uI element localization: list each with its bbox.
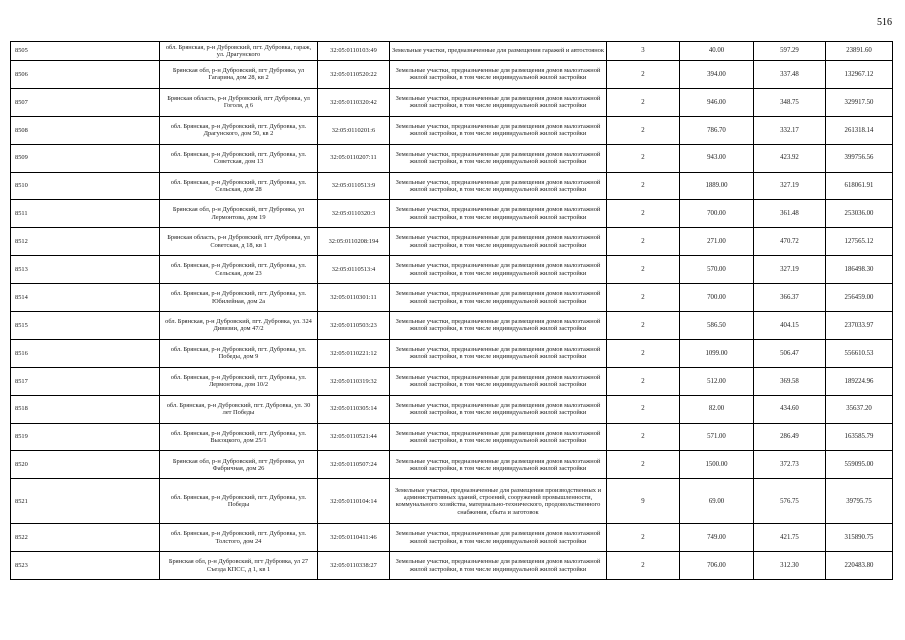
- area-cell: 82.00: [680, 395, 754, 423]
- table-row: [11, 256, 893, 284]
- use-group-cell: 2: [607, 367, 680, 395]
- land-use-cell: Земельные участки, предназначенные для размещения домов малоэтажной жилой застройки, в том числе индивидуальной жилой застройки: [390, 228, 607, 256]
- row-number: 8522: [11, 524, 160, 552]
- land-use-cell: Земельные участки, предназначенные для размещения производственных и административных зданий, строений, сооружений промышленности, коммунального хозяйства, материально-технического, продовольственного снабжения, сбыта и заготовок: [390, 479, 607, 524]
- address-cell: обл. Брянская, р-н Дубровский, пгт. Дубровка, ул. Лермонтова, дом 10/2: [160, 367, 318, 395]
- cadastral-value-cell: 253036.00: [826, 200, 893, 228]
- row-number: 8507: [11, 88, 160, 116]
- address-cell: обл. Брянская, р-н Дубровский, пгт. Дубровка, ул. 324 Дивизии, дом 47/2: [160, 312, 318, 340]
- land-use-cell: Земельные участки, предназначенные для размещения домов малоэтажной жилой застройки, в том числе индивидуальной жилой застройки: [390, 312, 607, 340]
- cadastral-value-cell: 186498.30: [826, 256, 893, 284]
- address-cell: Брянская обл, р-н Дубровский, пгт Дубровка, ул Фабричная, дом 26: [160, 451, 318, 479]
- row-number: 8506: [11, 61, 160, 89]
- page-number: 516: [877, 17, 892, 28]
- specific-value-cell: 372.73: [754, 451, 826, 479]
- row-number: 8511: [11, 200, 160, 228]
- cadastral-value-cell: 132967.12: [826, 61, 893, 89]
- use-group-cell: 2: [607, 172, 680, 200]
- address-cell: Брянская обл, р-н Дубровский, пгт Дубровка, ул Лермонтова, дом 19: [160, 200, 318, 228]
- table-row: [11, 451, 893, 479]
- row-number: 8515: [11, 312, 160, 340]
- specific-value-cell: 597.29: [754, 42, 826, 61]
- area-cell: 570.00: [680, 256, 754, 284]
- table-row: [11, 88, 893, 116]
- land-use-cell: Земельные участки, предназначенные для размещения домов малоэтажной жилой застройки, в том числе индивидуальной жилой застройки: [390, 339, 607, 367]
- table-row: [11, 423, 893, 451]
- table-row: [11, 395, 893, 423]
- land-use-cell: Земельные участки, предназначенные для размещения домов малоэтажной жилой застройки, в том числе индивидуальной жилой застройки: [390, 451, 607, 479]
- cadastral-number-cell: 32:05:0110503:23: [318, 312, 390, 340]
- cadastral-value-table: [10, 41, 893, 580]
- cadastral-number-cell: 32:05:0110507:24: [318, 451, 390, 479]
- area-cell: 706.00: [680, 552, 754, 580]
- use-group-cell: 2: [607, 552, 680, 580]
- cadastral-value-cell: 261318.14: [826, 116, 893, 144]
- specific-value-cell: 434.60: [754, 395, 826, 423]
- row-number: 8514: [11, 284, 160, 312]
- cadastral-value-cell: 559095.00: [826, 451, 893, 479]
- table-row: [11, 312, 893, 340]
- row-number: 8512: [11, 228, 160, 256]
- land-use-cell: Земельные участки, предназначенные для размещения домов малоэтажной жилой застройки, в том числе индивидуальной жилой застройки: [390, 524, 607, 552]
- area-cell: 749.00: [680, 524, 754, 552]
- cadastral-number-cell: 32:05:0110521:44: [318, 423, 390, 451]
- row-number: 8505: [11, 42, 160, 61]
- address-cell: обл. Брянская, р-н Дубровский, пгт. Дубровка, ул. Победы: [160, 479, 318, 524]
- row-number: 8523: [11, 552, 160, 580]
- row-number: 8513: [11, 256, 160, 284]
- cadastral-value-cell: 127565.12: [826, 228, 893, 256]
- cadastral-number-cell: 32:05:0110320:3: [318, 200, 390, 228]
- land-use-cell: Земельные участки, предназначенные для размещения домов малоэтажной жилой застройки, в том числе индивидуальной жилой застройки: [390, 423, 607, 451]
- use-group-cell: 2: [607, 228, 680, 256]
- address-cell: обл. Брянская, р-н Дубровский, пгт. Дубровка, ул. Сельская, дом 28: [160, 172, 318, 200]
- area-cell: 1889.00: [680, 172, 754, 200]
- address-cell: обл. Брянская, р-н Дубровский, пгт. Дубровка, ул. Победы, дом 9: [160, 339, 318, 367]
- row-number: 8516: [11, 339, 160, 367]
- use-group-cell: 2: [607, 423, 680, 451]
- table-row: [11, 144, 893, 172]
- specific-value-cell: 470.72: [754, 228, 826, 256]
- area-cell: 586.50: [680, 312, 754, 340]
- land-use-cell: Земельные участки, предназначенные для размещения домов малоэтажной жилой застройки, в том числе индивидуальной жилой застройки: [390, 200, 607, 228]
- use-group-cell: 2: [607, 144, 680, 172]
- cadastral-number-cell: 32:05:0110208:194: [318, 228, 390, 256]
- area-cell: 512.00: [680, 367, 754, 395]
- area-cell: 943.00: [680, 144, 754, 172]
- table-row: [11, 42, 893, 61]
- specific-value-cell: 404.15: [754, 312, 826, 340]
- address-cell: обл. Брянская, р-н Дубровский, пгт. Дубровка, гараж, ул. Драгунского: [160, 42, 318, 61]
- area-cell: 1500.00: [680, 451, 754, 479]
- table-row: [11, 524, 893, 552]
- use-group-cell: 2: [607, 88, 680, 116]
- row-number: 8517: [11, 367, 160, 395]
- cadastral-number-cell: 32:05:0110319:32: [318, 367, 390, 395]
- table-row: [11, 552, 893, 580]
- address-cell: обл. Брянская, р-н Дубровский, пгт. Дубровка, ул. Советская, дом 13: [160, 144, 318, 172]
- address-cell: обл. Брянская, р-н Дубровский, пгт. Дубровка, ул. Юбилейная, дом 2а: [160, 284, 318, 312]
- cadastral-number-cell: 32:05:0110221:12: [318, 339, 390, 367]
- cadastral-number-cell: 32:05:0110201:6: [318, 116, 390, 144]
- use-group-cell: 2: [607, 284, 680, 312]
- table-row: [11, 228, 893, 256]
- area-cell: 1099.00: [680, 339, 754, 367]
- use-group-cell: 9: [607, 479, 680, 524]
- cadastral-number-cell: 32:05:0110520:22: [318, 61, 390, 89]
- cadastral-value-cell: 618061.91: [826, 172, 893, 200]
- cadastral-number-cell: 32:05:0110411:46: [318, 524, 390, 552]
- area-cell: 271.00: [680, 228, 754, 256]
- specific-value-cell: 506.47: [754, 339, 826, 367]
- use-group-cell: 3: [607, 42, 680, 61]
- use-group-cell: 2: [607, 312, 680, 340]
- use-group-cell: 2: [607, 200, 680, 228]
- cadastral-number-cell: 32:05:0110513:4: [318, 256, 390, 284]
- cadastral-value-cell: 163585.79: [826, 423, 893, 451]
- table-row: [11, 200, 893, 228]
- cadastral-value-cell: 220483.80: [826, 552, 893, 580]
- address-cell: обл. Брянская, р-н Дубровский, пгт. Дубровка, ул. Драгунского, дом 50, кв 2: [160, 116, 318, 144]
- specific-value-cell: 361.48: [754, 200, 826, 228]
- use-group-cell: 2: [607, 339, 680, 367]
- specific-value-cell: 369.58: [754, 367, 826, 395]
- land-use-cell: Земельные участки, предназначенные для размещения домов малоэтажной жилой застройки, в том числе индивидуальной жилой застройки: [390, 395, 607, 423]
- specific-value-cell: 312.30: [754, 552, 826, 580]
- land-use-cell: Земельные участки, предназначенные для размещения домов малоэтажной жилой застройки, в том числе индивидуальной жилой застройки: [390, 256, 607, 284]
- area-cell: 700.00: [680, 284, 754, 312]
- table-row: [11, 339, 893, 367]
- cadastral-value-cell: 399756.56: [826, 144, 893, 172]
- cadastral-value-cell: 39795.75: [826, 479, 893, 524]
- row-number: 8521: [11, 479, 160, 524]
- row-number: 8518: [11, 395, 160, 423]
- land-use-cell: Земельные участки, предназначенные для размещения домов малоэтажной жилой застройки, в том числе индивидуальной жилой застройки: [390, 284, 607, 312]
- use-group-cell: 2: [607, 395, 680, 423]
- address-cell: обл. Брянская, р-н Дубровский, пгт. Дубровка, ул. Высоцкого, дом 25/1: [160, 423, 318, 451]
- cadastral-number-cell: 32:05:0110301:11: [318, 284, 390, 312]
- address-cell: обл. Брянская, р-н Дубровский, пгт. Дубровка, ул. Сельская, дом 23: [160, 256, 318, 284]
- table-row: [11, 61, 893, 89]
- cadastral-value-cell: 315890.75: [826, 524, 893, 552]
- specific-value-cell: 366.37: [754, 284, 826, 312]
- area-cell: 946.00: [680, 88, 754, 116]
- specific-value-cell: 576.75: [754, 479, 826, 524]
- land-use-cell: Земельные участки, предназначенные для размещения домов малоэтажной жилой застройки, в том числе индивидуальной жилой застройки: [390, 367, 607, 395]
- area-cell: 40.00: [680, 42, 754, 61]
- land-use-cell: Земельные участки, предназначенные для размещения домов малоэтажной жилой застройки, в том числе индивидуальной жилой застройки: [390, 88, 607, 116]
- area-cell: 571.00: [680, 423, 754, 451]
- land-use-cell: Земельные участки, предназначенные для размещения гаражей и автостоянок: [390, 42, 607, 61]
- use-group-cell: 2: [607, 61, 680, 89]
- land-use-cell: Земельные участки, предназначенные для размещения домов малоэтажной жилой застройки, в том числе индивидуальной жилой застройки: [390, 552, 607, 580]
- cadastral-number-cell: 32:05:0110513:9: [318, 172, 390, 200]
- land-use-cell: Земельные участки, предназначенные для размещения домов малоэтажной жилой застройки, в том числе индивидуальной жилой застройки: [390, 144, 607, 172]
- land-use-cell: Земельные участки, предназначенные для размещения домов малоэтажной жилой застройки, в том числе индивидуальной жилой застройки: [390, 116, 607, 144]
- row-number: 8508: [11, 116, 160, 144]
- cadastral-value-cell: 556610.53: [826, 339, 893, 367]
- cadastral-value-cell: 256459.00: [826, 284, 893, 312]
- address-cell: обл. Брянская, р-н Дубровский, пгт. Дубровка, ул. 30 лет Победы: [160, 395, 318, 423]
- area-cell: 786.70: [680, 116, 754, 144]
- cadastral-value-cell: 35637.20: [826, 395, 893, 423]
- table-row: [11, 172, 893, 200]
- land-use-cell: Земельные участки, предназначенные для размещения домов малоэтажной жилой застройки, в том числе индивидуальной жилой застройки: [390, 61, 607, 89]
- specific-value-cell: 423.92: [754, 144, 826, 172]
- address-cell: Брянская обл, р-н Дубровский, пгт Дубровка, ул 27 Съезда КПСС, д 1, кв 1: [160, 552, 318, 580]
- cadastral-value-cell: 189224.96: [826, 367, 893, 395]
- cadastral-value-cell: 329917.50: [826, 88, 893, 116]
- specific-value-cell: 327.19: [754, 256, 826, 284]
- cadastral-number-cell: 32:05:0110207:11: [318, 144, 390, 172]
- area-cell: 69.00: [680, 479, 754, 524]
- row-number: 8509: [11, 144, 160, 172]
- specific-value-cell: 421.75: [754, 524, 826, 552]
- address-cell: Брянская область, р-н Дубровский, пгт Дубровка, ул Гоголя, д 6: [160, 88, 318, 116]
- row-number: 8510: [11, 172, 160, 200]
- use-group-cell: 2: [607, 524, 680, 552]
- table-row: [11, 479, 893, 524]
- specific-value-cell: 348.75: [754, 88, 826, 116]
- specific-value-cell: 332.17: [754, 116, 826, 144]
- area-cell: 700.00: [680, 200, 754, 228]
- cadastral-number-cell: 32:05:0110320:42: [318, 88, 390, 116]
- address-cell: Брянская область, р-н Дубровский, пгт Дубровка, ул Советская, д 18, кв 1: [160, 228, 318, 256]
- address-cell: обл. Брянская, р-н Дубровский, пгт. Дубровка, ул. Толстого, дом 24: [160, 524, 318, 552]
- table-row: [11, 367, 893, 395]
- cadastral-value-cell: 23891.60: [826, 42, 893, 61]
- specific-value-cell: 286.49: [754, 423, 826, 451]
- row-number: 8519: [11, 423, 160, 451]
- cadastral-number-cell: 32:05:0110338:27: [318, 552, 390, 580]
- land-use-cell: Земельные участки, предназначенные для размещения домов малоэтажной жилой застройки, в том числе индивидуальной жилой застройки: [390, 172, 607, 200]
- row-number: 8520: [11, 451, 160, 479]
- cadastral-number-cell: 32:05:0110104:14: [318, 479, 390, 524]
- use-group-cell: 2: [607, 116, 680, 144]
- table-row: [11, 116, 893, 144]
- cadastral-number-cell: 32:05:0110103:49: [318, 42, 390, 61]
- cadastral-value-cell: 237033.97: [826, 312, 893, 340]
- table-row: [11, 284, 893, 312]
- specific-value-cell: 337.48: [754, 61, 826, 89]
- cadastral-number-cell: 32:05:0110305:14: [318, 395, 390, 423]
- use-group-cell: 2: [607, 256, 680, 284]
- use-group-cell: 2: [607, 451, 680, 479]
- specific-value-cell: 327.19: [754, 172, 826, 200]
- area-cell: 394.00: [680, 61, 754, 89]
- table-body: [11, 42, 893, 580]
- address-cell: Брянская обл, р-н Дубровский, пгт Дубровка, ул Гагарина, дом 28, кв 2: [160, 61, 318, 89]
